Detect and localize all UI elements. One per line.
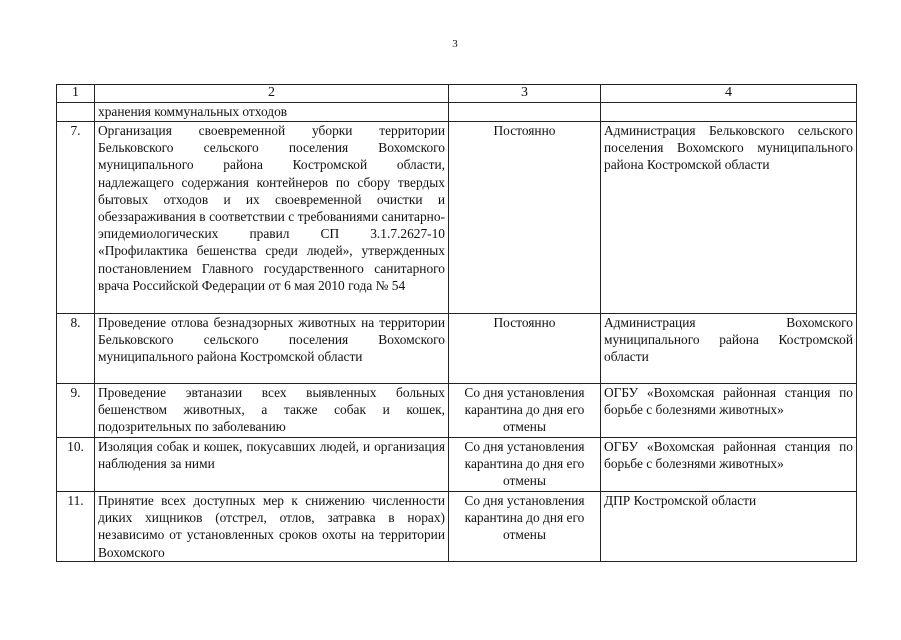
row-number-cell: 10. — [57, 438, 95, 492]
row-term-cell: Со дня установления карантина до дня его отмены — [449, 492, 601, 562]
row-description-cell: хранения коммунальных отходов — [95, 103, 449, 122]
row-responsible-cell — [601, 103, 857, 122]
row-responsible-cell: ОГБУ «Вохомская районная станция по борьбе с болезнями животных» — [601, 438, 857, 492]
row-description-cell: Принятие всех доступных мер к снижению численности диких хищников (отстрел, отлов, затравка в норах) независимо от установленных сроков охоты на территории Вохомского — [95, 492, 449, 562]
measures-table — [56, 84, 857, 562]
column-header-term: 3 — [449, 85, 601, 103]
row-number-cell: 11. — [57, 492, 95, 562]
row-description-cell: Проведение эвтаназии всех выявленных больных бешенством животных, а также собак и кошек, подозрительных по заболеванию — [95, 384, 449, 438]
row-number-cell: 9. — [57, 384, 95, 438]
row-responsible-cell: ДПР Костромской области — [601, 492, 857, 562]
table-header-row — [57, 85, 857, 103]
row-description-cell: Проведение отлова безнадзорных животных на территории Бельковского сельского поселения Вохомского муниципального района Костромской области — [95, 314, 449, 384]
table-row — [57, 438, 857, 492]
row-term-cell: Со дня установления карантина до дня его отмены — [449, 438, 601, 492]
row-description-cell: Организация своевременной уборки территории Бельковского сельского поселения Вохомского муниципального района Костромской области, надлежащего содержания контейнеров по сбору твердых бытовых отходов и их своевременной очистки и обеззараживания в соответствии с требованиями санитарно-эпидемиологических правил СП 3.1.7.2627-10 «Профилактика бешенства среди людей», утвержденных постановлением Главного государственного санитарного врача Российской Федерации от 6 мая 2010 года № 54 — [95, 122, 449, 314]
table-row — [57, 122, 857, 314]
table-row — [57, 492, 857, 562]
row-term-cell: Со дня установления карантина до дня его отмены — [449, 384, 601, 438]
column-header-number: 1 — [57, 85, 95, 103]
row-description-cell: Изоляция собак и кошек, покусавших людей, и организация наблюдения за ними — [95, 438, 449, 492]
row-responsible-cell: Администрация Вохомского муниципального района Костромской области — [601, 314, 857, 384]
row-responsible-cell: Администрация Бельковского сельского поселения Вохомского муниципального района Костромской области — [601, 122, 857, 314]
row-term-cell: Постоянно — [449, 314, 601, 384]
row-number-cell — [57, 103, 95, 122]
column-header-measure: 2 — [95, 85, 449, 103]
row-number-cell: 8. — [57, 314, 95, 384]
column-header-responsible: 4 — [601, 85, 857, 103]
row-number-cell: 7. — [57, 122, 95, 314]
row-term-cell: Постоянно — [449, 122, 601, 314]
table-row-continuation — [57, 103, 857, 122]
page-number: 3 — [452, 38, 458, 50]
table-row — [57, 314, 857, 384]
table-row — [57, 384, 857, 438]
row-responsible-cell: ОГБУ «Вохомская районная станция по борьбе с болезнями животных» — [601, 384, 857, 438]
row-term-cell — [449, 103, 601, 122]
